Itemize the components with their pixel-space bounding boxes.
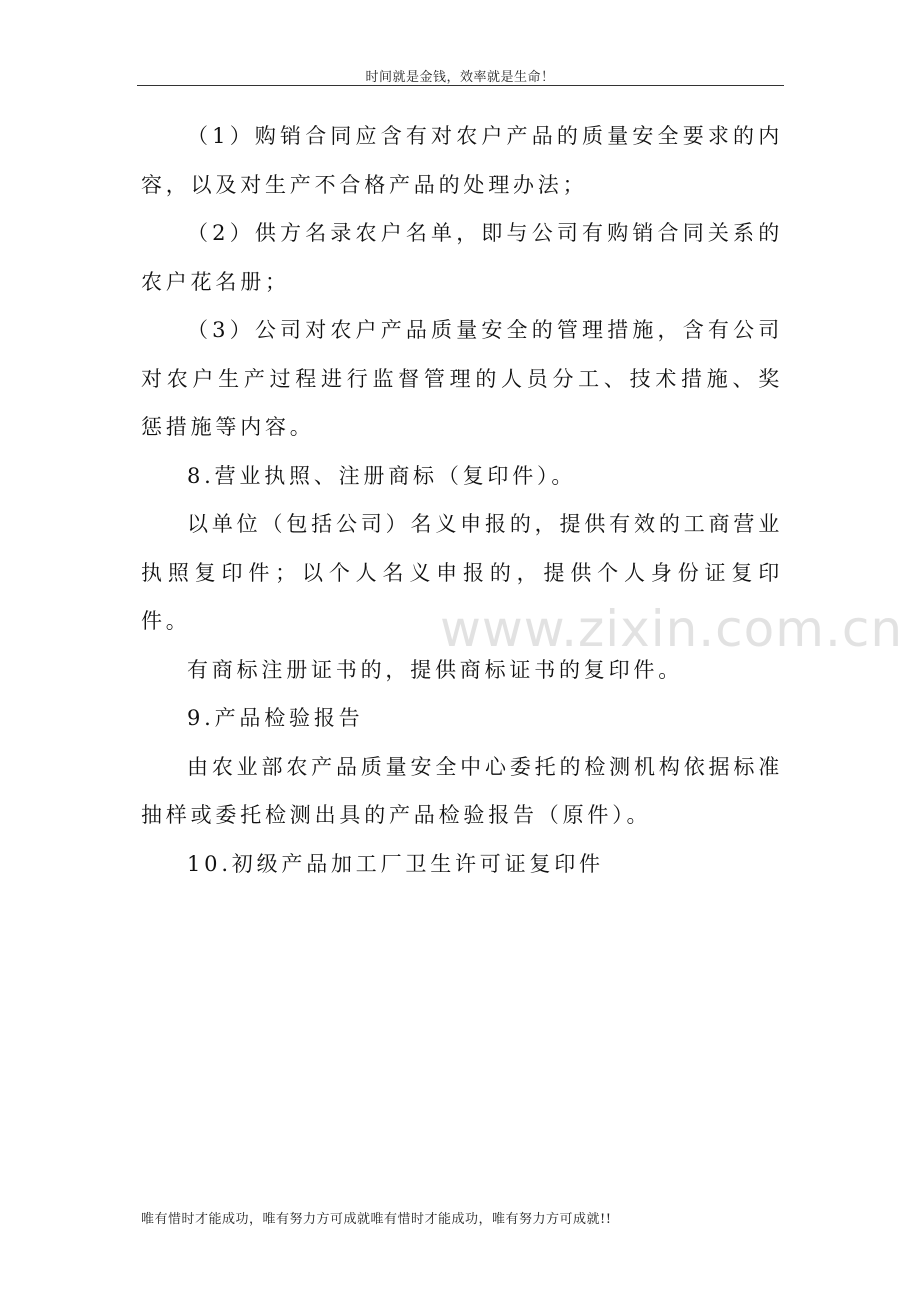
header-divider: [137, 85, 784, 86]
section-heading-hygiene-license: 10.初级产品加工厂卫生许可证复印件: [187, 851, 604, 876]
document-body: [141, 112, 783, 888]
section-heading-business-license: 8.营业执照、注册商标（复印件）。: [187, 463, 577, 488]
paragraph-trademark-copy: 有商标注册证书的，提供商标证书的复印件。: [187, 657, 683, 682]
footer-motto: 唯有惜时才能成功，唯有努力方可成就唯有惜时才能成功，唯有努力方可成就!!: [141, 1212, 612, 1227]
section-heading-inspection-report: 9.产品检验报告: [187, 706, 364, 730]
paragraph-license-copy: 以单位（包括公司）名义申报的，提供有效的工商营业执照复印件；以个人名义申报的，提供个人身份证复印件。: [141, 512, 783, 633]
paragraph-contract-requirements: （1）购销合同应含有对农户产品的质量安全要求的内容，以及对生产不合格产品的处理办法；: [141, 124, 783, 197]
paragraph-supplier-list: （2）供方名录农户名单，即与公司有购销合同关系的农户花名册；: [141, 221, 783, 294]
header-motto: 时间就是金钱，效率就是生命！: [365, 70, 555, 85]
paragraph-inspection-report: 由农业部农产品质量安全中心委托的检测机构依据标准抽样或委托检测出具的产品检验报告（原件）。: [141, 754, 783, 827]
paragraph-management-measures: （3）公司对农户产品质量安全的管理措施，含有公司对农户生产过程进行监督管理的人员分工、技术措施、奖惩措施等内容。: [141, 318, 783, 439]
watermark: www.zixin.com.cn: [440, 600, 904, 658]
